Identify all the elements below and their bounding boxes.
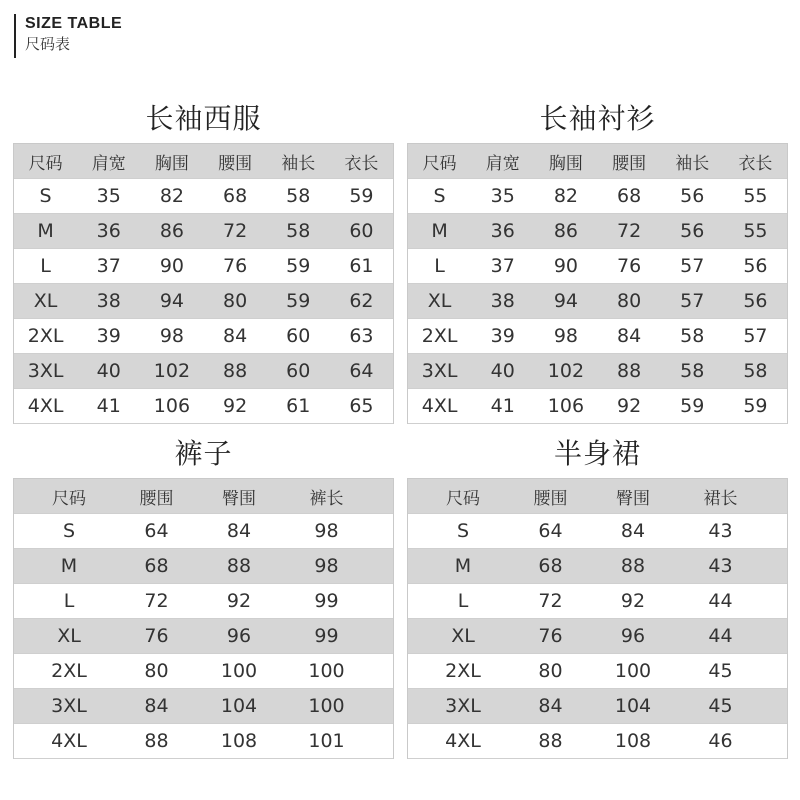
table-row [408, 319, 787, 354]
shirt-size-table [407, 143, 788, 424]
measurement-cell: 96 [226, 625, 252, 647]
table-row [408, 654, 787, 689]
column-header: 肩宽 [485, 153, 520, 174]
measurement-cell: 84 [617, 325, 642, 347]
measurement-cell: 43 [708, 520, 733, 542]
size-label-cell: M [431, 220, 448, 242]
measurement-cell: 84 [620, 520, 646, 542]
measurement-cell: 88 [144, 730, 169, 752]
measurement-cell: 80 [223, 290, 248, 312]
measurement-cell: 58 [286, 220, 311, 242]
measurement-cell: 38 [96, 290, 121, 312]
table-row [14, 724, 393, 759]
measurement-cell: 90 [553, 255, 579, 277]
size-label-cell: XL [33, 290, 58, 312]
measurement-cell: 92 [617, 395, 642, 417]
measurement-cell: 88 [223, 360, 248, 382]
column-header: 尺码 [28, 153, 63, 174]
measurement-cell: 99 [314, 625, 339, 647]
measurement-cell: 76 [223, 255, 248, 277]
table-row [14, 619, 393, 654]
size-label-cell: S [433, 185, 446, 207]
measurement-cell: 39 [96, 325, 121, 347]
measurement-cell: 90 [159, 255, 185, 277]
suit-size-table [13, 143, 394, 424]
measurement-cell: 55 [743, 185, 768, 207]
column-header: 袖长 [675, 153, 710, 174]
measurement-cell: 45 [708, 695, 733, 717]
measurement-cell: 43 [708, 555, 733, 577]
measurement-cell: 36 [96, 220, 121, 242]
measurement-cell: 41 [96, 395, 121, 417]
measurement-cell: 98 [553, 325, 579, 347]
column-header: 裙长 [703, 488, 738, 509]
column-header: 衣长 [738, 153, 773, 174]
table-row [408, 284, 787, 319]
measurement-cell: 60 [349, 220, 374, 242]
measurement-cell: 86 [553, 220, 579, 242]
page-header [14, 14, 122, 58]
size-label-cell: 3XL [51, 695, 87, 717]
measurement-cell: 44 [708, 625, 733, 647]
table-row [408, 724, 787, 759]
column-header: 衣长 [344, 153, 379, 174]
measurement-cell: 60 [286, 325, 311, 347]
measurement-cell: 100 [220, 660, 258, 682]
measurement-cell: 101 [308, 730, 345, 752]
measurement-cell: 38 [490, 290, 515, 312]
size-label-cell: 2XL [51, 660, 87, 682]
size-label-cell: S [39, 185, 52, 207]
column-header: 尺码 [422, 153, 457, 174]
measurement-cell: 40 [490, 360, 515, 382]
measurement-cell: 56 [680, 185, 705, 207]
measurement-cell: 58 [680, 325, 705, 347]
size-label-cell: 3XL [421, 360, 458, 382]
measurement-cell: 40 [96, 360, 121, 382]
measurement-cell: 37 [490, 255, 515, 277]
table-row [14, 654, 393, 689]
measurement-cell: 68 [617, 185, 642, 207]
measurement-cell: 86 [159, 220, 185, 242]
measurement-cell: 99 [314, 590, 339, 612]
column-header: 腰围 [218, 153, 253, 174]
measurement-cell: 65 [349, 395, 374, 417]
measurement-cell: 104 [220, 695, 258, 717]
measurement-cell: 59 [680, 395, 705, 417]
table-row [14, 179, 393, 214]
shirt-size-section [407, 101, 788, 424]
measurement-cell: 64 [538, 520, 563, 542]
measurement-cell: 88 [617, 360, 642, 382]
table-row [14, 354, 393, 389]
measurement-cell: 61 [349, 255, 374, 277]
table-row [408, 514, 787, 549]
size-label-cell: 4XL [421, 395, 458, 417]
measurement-cell: 41 [490, 395, 515, 417]
measurement-cell: 100 [308, 660, 345, 682]
measurement-cell: 60 [286, 360, 311, 382]
table-row [14, 214, 393, 249]
measurement-cell: 57 [680, 290, 705, 312]
measurement-cell: 92 [223, 395, 248, 417]
measurement-cell: 55 [743, 220, 768, 242]
size-label-cell: 4XL [27, 395, 64, 417]
measurement-cell: 100 [308, 695, 345, 717]
measurement-cell: 72 [538, 590, 563, 612]
measurement-cell: 96 [620, 625, 646, 647]
measurement-cell: 59 [349, 185, 374, 207]
measurement-cell: 61 [286, 395, 311, 417]
column-header: 腰围 [139, 488, 174, 509]
measurement-cell: 72 [144, 590, 169, 612]
measurement-cell: 102 [547, 360, 585, 382]
measurement-cell: 45 [708, 660, 733, 682]
column-header: 胸围 [154, 153, 189, 174]
measurement-cell: 68 [223, 185, 248, 207]
measurement-cell: 64 [349, 360, 374, 382]
size-label-cell: M [60, 555, 78, 577]
measurement-cell: 108 [220, 730, 258, 752]
size-label-cell: L [40, 255, 51, 277]
table-row [14, 284, 393, 319]
measurement-cell: 59 [286, 290, 311, 312]
measurement-cell: 100 [614, 660, 652, 682]
measurement-cell: 62 [349, 290, 374, 312]
size-label-cell: 2XL [445, 660, 481, 682]
measurement-cell: 106 [547, 395, 585, 417]
measurement-cell: 35 [490, 185, 515, 207]
table-row [14, 319, 393, 354]
measurement-cell: 72 [617, 220, 642, 242]
column-header: 袖长 [281, 153, 316, 174]
size-label-cell: M [37, 220, 54, 242]
size-label-cell: 2XL [421, 325, 458, 347]
measurement-cell: 92 [620, 590, 646, 612]
measurement-cell: 94 [553, 290, 579, 312]
size-label-cell: 2XL [27, 325, 64, 347]
measurement-cell: 58 [286, 185, 311, 207]
measurement-cell: 57 [743, 325, 768, 347]
column-header: 裤长 [309, 488, 344, 509]
measurement-cell: 44 [708, 590, 733, 612]
measurement-cell: 84 [144, 695, 169, 717]
suit-table-title: 长袖西服 [145, 102, 262, 135]
measurement-cell: 57 [680, 255, 705, 277]
measurement-cell: 56 [743, 255, 768, 277]
size-label-cell: S [62, 520, 76, 542]
size-label-cell: M [454, 555, 472, 577]
skirt-size-table [407, 478, 788, 759]
table-row [408, 619, 787, 654]
measurement-cell: 98 [159, 325, 185, 347]
skirt-size-section [407, 436, 788, 759]
size-label-cell: 4XL [445, 730, 481, 752]
measurement-cell: 94 [159, 290, 185, 312]
measurement-cell: 92 [226, 590, 252, 612]
measurement-cell: 64 [144, 520, 169, 542]
pants-table-title: 裤子 [174, 437, 233, 470]
table-row [408, 584, 787, 619]
suit-size-section [13, 101, 394, 424]
measurement-cell: 36 [490, 220, 515, 242]
measurement-cell: 59 [743, 395, 768, 417]
measurement-cell: 56 [743, 290, 768, 312]
measurement-cell: 80 [538, 660, 563, 682]
column-header: 肩宽 [91, 153, 126, 174]
size-label-cell: S [456, 520, 470, 542]
measurement-cell: 98 [314, 520, 339, 542]
shirt-table-title: 长袖衬衫 [539, 102, 656, 135]
measurement-cell: 80 [617, 290, 642, 312]
table-row [408, 689, 787, 724]
column-header: 腰围 [612, 153, 647, 174]
size-label-cell: L [457, 590, 469, 612]
table-row [408, 249, 787, 284]
table-row [408, 179, 787, 214]
table-row [408, 549, 787, 584]
column-header: 尺码 [52, 488, 86, 509]
column-header: 臀围 [616, 488, 650, 509]
measurement-cell: 37 [96, 255, 121, 277]
table-row [14, 389, 393, 424]
size-label-cell: XL [57, 625, 81, 647]
measurement-cell: 39 [490, 325, 515, 347]
pants-size-table [13, 478, 394, 759]
column-header: 尺码 [446, 488, 480, 509]
table-row [408, 354, 787, 389]
pants-size-section [13, 436, 394, 759]
size-label-cell: XL [427, 290, 452, 312]
measurement-cell: 88 [620, 555, 646, 577]
size-table-title-cn: 尺码表 [25, 35, 71, 53]
size-label-cell: XL [451, 625, 475, 647]
measurement-cell: 98 [314, 555, 339, 577]
measurement-cell: 58 [680, 360, 705, 382]
table-row [14, 689, 393, 724]
measurement-cell: 104 [614, 695, 652, 717]
table-header-row [408, 144, 787, 179]
measurement-cell: 68 [538, 555, 563, 577]
measurement-cell: 58 [743, 360, 768, 382]
size-label-cell: L [434, 255, 445, 277]
measurement-cell: 46 [708, 730, 733, 752]
table-row [14, 249, 393, 284]
size-label-cell: 3XL [445, 695, 481, 717]
measurement-cell: 80 [144, 660, 169, 682]
column-header: 腰围 [533, 488, 568, 509]
table-header-row [14, 144, 393, 179]
measurement-cell: 102 [153, 360, 191, 382]
size-label-cell: 4XL [51, 730, 87, 752]
table-row [14, 584, 393, 619]
size-table-title-en: SIZE TABLE [25, 15, 123, 32]
measurement-cell: 84 [538, 695, 563, 717]
measurement-cell: 68 [144, 555, 169, 577]
measurement-cell: 76 [538, 625, 563, 647]
measurement-cell: 35 [96, 185, 121, 207]
table-header-row [14, 479, 393, 514]
table-row [14, 514, 393, 549]
measurement-cell: 88 [226, 555, 252, 577]
measurement-cell: 82 [553, 185, 579, 207]
measurement-cell: 72 [223, 220, 248, 242]
measurement-cell: 84 [226, 520, 252, 542]
measurement-cell: 63 [349, 325, 374, 347]
table-row [408, 389, 787, 424]
table-header-row [408, 479, 787, 514]
table-row [408, 214, 787, 249]
column-header: 臀围 [222, 488, 256, 509]
measurement-cell: 56 [680, 220, 705, 242]
size-label-cell: L [63, 590, 75, 612]
measurement-cell: 76 [617, 255, 642, 277]
measurement-cell: 106 [153, 395, 191, 417]
column-header: 胸围 [548, 153, 583, 174]
skirt-table-title: 半身裙 [553, 437, 641, 470]
measurement-cell: 59 [286, 255, 311, 277]
measurement-cell: 84 [223, 325, 248, 347]
measurement-cell: 82 [159, 185, 185, 207]
size-label-cell: 3XL [27, 360, 64, 382]
table-row [14, 549, 393, 584]
measurement-cell: 76 [144, 625, 169, 647]
measurement-cell: 88 [538, 730, 563, 752]
measurement-cell: 108 [614, 730, 652, 752]
